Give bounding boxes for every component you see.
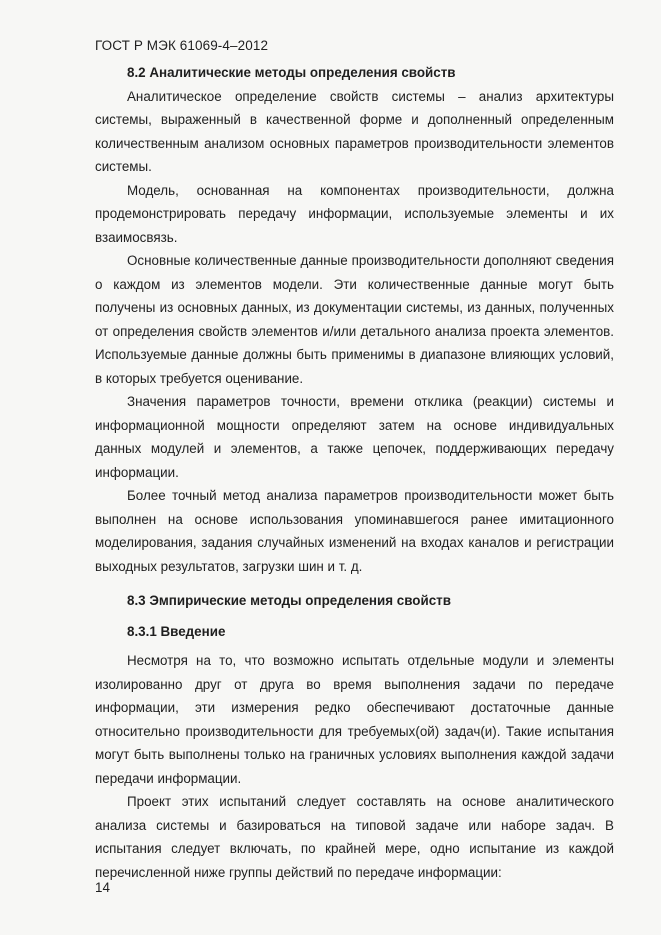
standard-header: ГОСТ Р МЭК 61069-4–2012 xyxy=(95,38,269,53)
section-8-3-heading: 8.3 Эмпирические методы определения свойств xyxy=(127,593,451,608)
section-8-2-heading: 8.2 Аналитические методы определения свойств xyxy=(127,65,456,80)
paragraph: Значения параметров точности, времени отклика (реакции) системы и информационной мощности определяют затем на основе индивидуальных данных модулей и элементов, а также цепочек, поддерживающих передачу информации. xyxy=(95,394,614,480)
paragraph: Аналитическое определение свойств системы – анализ архитектуры системы, выраженный в качественной форме и дополненный определенным количественным анализом основных параметров производительности элементов системы. xyxy=(95,88,614,174)
paragraph: Более точный метод анализа параметров производительности может быть выполнен на основе использования упоминавшегося ранее имитационного моделирования, задания случайных изменений на входах каналов и регистрации выходных результатов, загрузки шин и т. д. xyxy=(95,488,614,574)
document-body xyxy=(95,61,614,884)
page-number: 14 xyxy=(95,880,110,895)
paragraph: Несмотря на то, что возможно испытать отдельные модули и элементы изолированно друг от друга во время выполнения задачи по передаче информации, эти измерения редко обеспечивают достаточные данные относительно производительности для требуемых(ой) задач(и). Такие испытания могут быть выполнены только на граничных условиях выполнения каждой задачи передачи информации. xyxy=(95,653,614,786)
paragraph: Модель, основанная на компонентах производительности, должна продемонстрировать передачу информации, используемые элементы и их взаимосвязь. xyxy=(95,182,614,245)
section-8-3-1-heading: 8.3.1 Введение xyxy=(127,623,226,639)
paragraph: Основные количественные данные производительности дополняют сведения о каждом из элементов модели. Эти количественные данные могут быть получены из основных данных, из документации системы, из данных, полученных от определения свойств элементов и/или детального анализа проекта элементов. Используемые данные должны быть применимы в диапазоне влияющих условий, в которых требуется оценивание. xyxy=(95,253,614,386)
paragraph: Проект этих испытаний следует составлять на основе аналитического анализа системы и базироваться на типовой задаче или наборе задач. В испытания следует включать, по крайней мере, одно испытание из каждой перечисленной ниже группы действий по передаче информации: xyxy=(95,794,614,880)
